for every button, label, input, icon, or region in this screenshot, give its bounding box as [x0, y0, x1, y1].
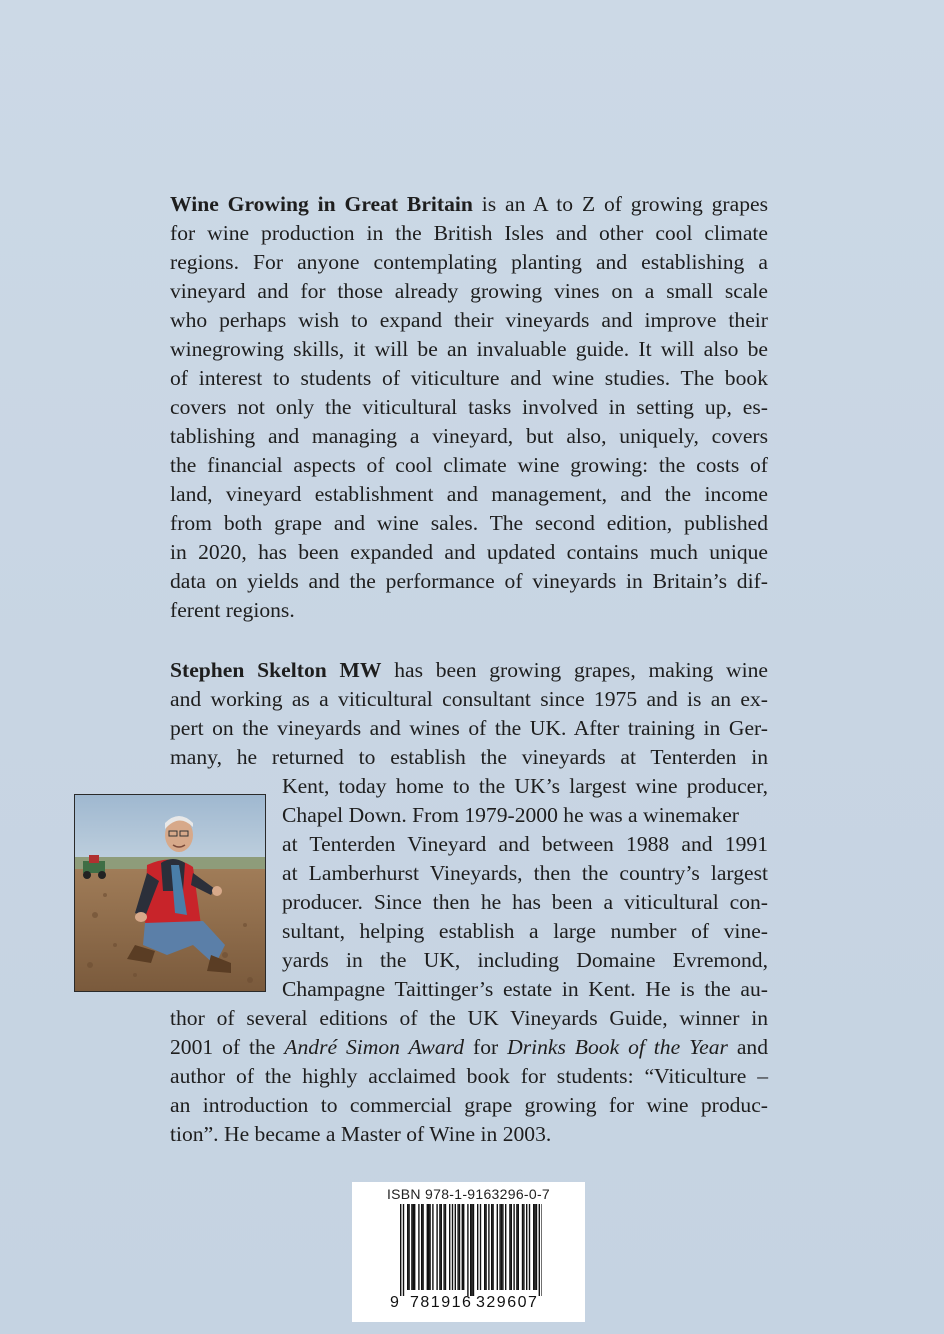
- barcode-bar: [499, 1204, 500, 1290]
- barcode-bar: [422, 1204, 423, 1290]
- description-line: ferent regions.: [170, 598, 295, 622]
- bio-line: an introduction to commercial grape growing for wine produc-: [170, 1093, 768, 1117]
- description-line: winegrowing skills, it will be an invaluable guide. It will also be: [170, 337, 768, 361]
- bio-line: Chapel Down. From 1979-2000 he was a winemaker: [282, 803, 739, 827]
- bio-line: Stephen Skelton MW has been growing grapes, making wine: [170, 658, 768, 682]
- barcode-bar: [534, 1204, 535, 1290]
- barcode-bar: [427, 1204, 428, 1290]
- description-line: tablishing and managing a vineyard, but also, uniquely, covers: [170, 424, 768, 448]
- barcode-bar: [522, 1204, 523, 1290]
- barcode-bar: [463, 1204, 464, 1290]
- award-name: André Simon Award: [284, 1035, 465, 1059]
- barcode-bar: [523, 1204, 524, 1290]
- bio-line: Champagne Taittinger’s estate in Kent. He is the au-: [282, 977, 768, 1001]
- isbn-label: ISBN 978-1-9163296-0-7: [386, 1186, 551, 1202]
- bio-line: and working as a viticultural consultant since 1975 and is an ex-: [170, 687, 768, 711]
- barcode-bar: [436, 1204, 437, 1290]
- barcode-bar: [411, 1204, 412, 1290]
- bio-line: 2001 of the André Simon Award for Drinks Book of the Year and: [170, 1035, 768, 1059]
- barcode-bar: [457, 1204, 458, 1290]
- barcode-bar: [445, 1204, 446, 1290]
- barcode-bar: [455, 1204, 456, 1290]
- barcode-bar: [441, 1204, 442, 1290]
- barcode-bar: [541, 1204, 542, 1296]
- barcode-digit-first: 9: [390, 1294, 399, 1311]
- author-photo: [74, 794, 266, 992]
- barcode-bar: [488, 1204, 489, 1290]
- barcode-bar: [518, 1204, 519, 1290]
- bio-line: producer. Since then he has been a viticultural con-: [282, 890, 768, 914]
- barcode-bar: [505, 1204, 506, 1290]
- barcode-bar: [471, 1204, 472, 1296]
- bio-line: yards in the UK, including Domaine Evremond,: [282, 948, 768, 972]
- barcode-bar: [443, 1204, 444, 1290]
- barcode-bar: [439, 1204, 440, 1290]
- barcode-bar: [473, 1204, 474, 1296]
- bio-line: Kent, today home to the UK’s largest wine producer,: [282, 774, 768, 798]
- barcode-bar: [509, 1204, 510, 1290]
- barcode-bar: [418, 1204, 419, 1290]
- description-line: covers not only the viticultural tasks involved in setting up, es-: [170, 395, 768, 419]
- barcode-bar: [526, 1204, 527, 1290]
- book-description: [170, 190, 768, 625]
- barcode-bar: [501, 1204, 502, 1290]
- description-line: for wine production in the British Isles and other cool climate: [170, 221, 768, 245]
- bio-line: thor of several editions of the UK Vineyards Guide, winner in: [170, 1006, 768, 1030]
- description-line: data on yields and the performance of vineyards in Britain’s dif-: [170, 569, 768, 593]
- description-line: who perhaps wish to expand their vineyards and improve their: [170, 308, 768, 332]
- author-name: Stephen Skelton MW: [170, 658, 382, 682]
- barcode-bar: [492, 1204, 493, 1290]
- isbn-barcode: [352, 1182, 585, 1322]
- barcode-bar: [470, 1204, 471, 1296]
- barcode-bars: [400, 1204, 542, 1296]
- barcode-bar: [516, 1204, 517, 1290]
- bio-line: many, he returned to establish the vineyards at Tenterden in: [170, 745, 768, 769]
- barcode-bar: [484, 1204, 485, 1290]
- barcode-bar: [480, 1204, 481, 1290]
- award-category: Drinks Book of the Year: [507, 1035, 728, 1059]
- barcode-bar: [429, 1204, 430, 1290]
- barcode-bar: [513, 1204, 514, 1290]
- bio-line: sultant, helping establish a large number of vine-: [282, 919, 768, 943]
- barcode-bar: [536, 1204, 537, 1290]
- barcode-bar: [497, 1204, 498, 1290]
- barcode-bar: [459, 1204, 460, 1290]
- description-line: from both grape and wine sales. The second edition, published: [170, 511, 768, 535]
- description-line: Wine Growing in Great Britain is an A to Z of growing grapes: [170, 192, 768, 216]
- author-photo-illustration: [75, 795, 265, 991]
- bio-line: tion”. He became a Master of Wine in 2003.: [170, 1122, 552, 1146]
- barcode-bar: [539, 1204, 540, 1296]
- barcode-bar: [462, 1204, 463, 1290]
- description-line: vineyard and for those already growing vines on a small scale: [170, 279, 768, 303]
- book-title: Wine Growing in Great Britain: [170, 192, 473, 216]
- barcode-bar: [452, 1204, 453, 1290]
- barcode-bar: [408, 1204, 409, 1290]
- barcode-bar: [403, 1204, 404, 1296]
- description-line: in 2020, has been expanded and updated contains much unique: [170, 540, 768, 564]
- barcode-bar: [421, 1204, 422, 1290]
- bio-line: author of the highly acclaimed book for students: “Viticulture –: [170, 1064, 768, 1088]
- barcode-bar: [414, 1204, 415, 1290]
- barcode-bar: [511, 1204, 512, 1290]
- barcode-bar: [485, 1204, 486, 1290]
- bio-line: at Tenterden Vineyard and between 1988 and 1991: [282, 832, 768, 856]
- bio-line: at Lamberhurst Vineyards, then the country’s largest: [282, 861, 768, 885]
- barcode-digits-left: 781916: [410, 1294, 473, 1311]
- barcode-bar: [413, 1204, 414, 1290]
- barcode-bar: [533, 1204, 534, 1290]
- barcode-bar: [477, 1204, 478, 1290]
- description-line: land, vineyard establishment and management, and the income: [170, 482, 768, 506]
- description-line: the financial aspects of cool climate wine growing: the costs of: [170, 453, 768, 477]
- barcode-bar: [407, 1204, 408, 1290]
- bio-line: pert on the vineyards and wines of the UK. After training in Ger-: [170, 716, 768, 740]
- barcode-bar: [449, 1204, 450, 1290]
- barcode-bar: [467, 1204, 468, 1296]
- barcode-digits-right: 329607: [476, 1294, 539, 1311]
- barcode-bar: [400, 1204, 401, 1296]
- description-line: regions. For anyone contemplating planting and establishing a: [170, 250, 768, 274]
- description-line: of interest to students of viticulture and wine studies. The book: [170, 366, 768, 390]
- barcode-bar: [529, 1204, 530, 1290]
- barcode-bar: [502, 1204, 503, 1290]
- barcode-bar: [432, 1204, 433, 1290]
- barcode-bar: [428, 1204, 429, 1290]
- barcode-bar: [491, 1204, 492, 1290]
